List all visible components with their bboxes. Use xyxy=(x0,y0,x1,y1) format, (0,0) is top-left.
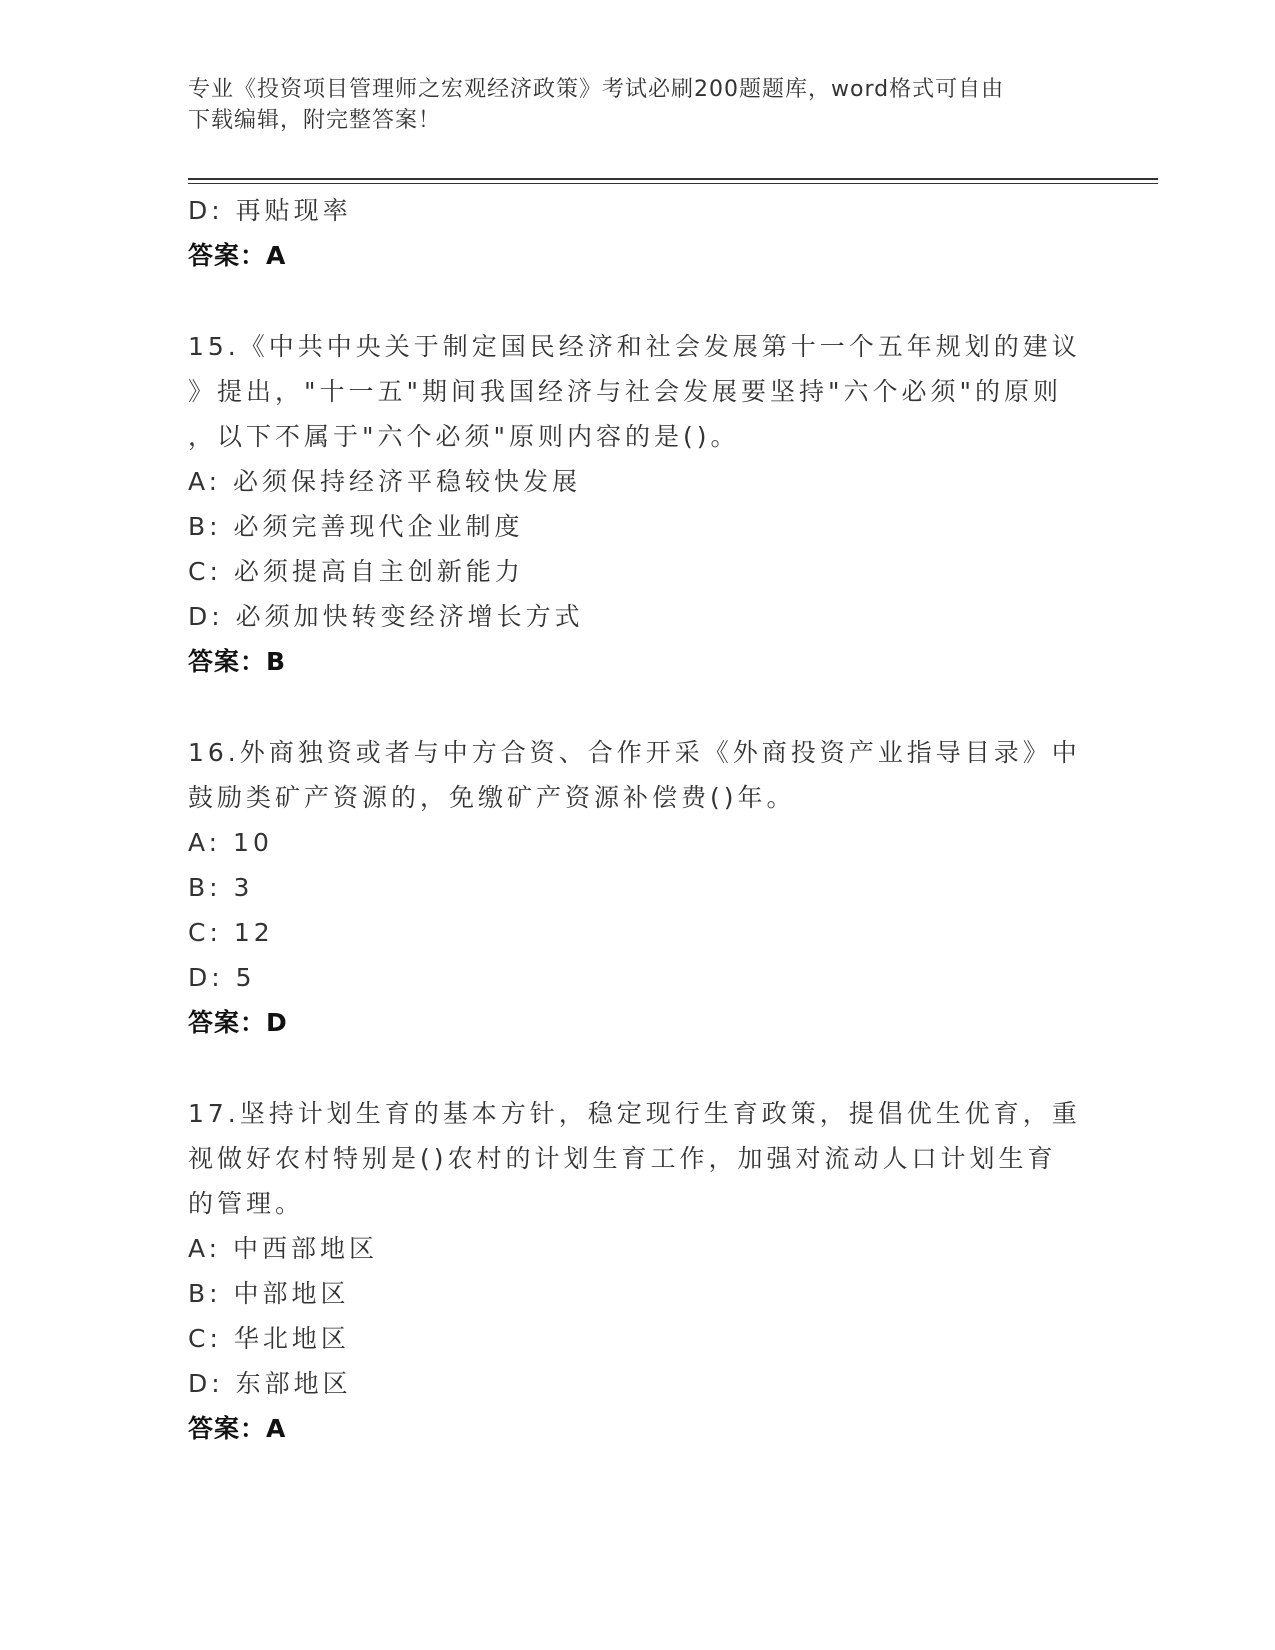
option-d: D: 东部地区 xyxy=(188,1369,352,1398)
header-rule-thick xyxy=(188,178,1158,180)
answer-line: 答案：A xyxy=(188,241,287,270)
question-text-line: 视做好农村特别是()农村的计划生育工作，加强对流动人口计划生育 xyxy=(188,1144,1057,1173)
option-c: C: 华北地区 xyxy=(188,1324,350,1353)
header-line-1: 专业《投资项目管理师之宏观经济政策》考试必刷200题题库，word格式可自由 xyxy=(188,77,1005,102)
question-text-line: 的管理。 xyxy=(188,1189,305,1218)
option-b: B: 中部地区 xyxy=(188,1279,350,1308)
option-d: D: 再贴现率 xyxy=(188,196,352,225)
question-text-line: 》提出，"十一五"期间我国经济与社会发展要坚持"六个必须"的原则 xyxy=(188,377,1062,406)
option-b: B: 3 xyxy=(188,873,254,902)
option-c: C: 12 xyxy=(188,918,274,947)
option-b: B: 必须完善现代企业制度 xyxy=(188,512,524,541)
answer-line: 答案：A xyxy=(188,1414,287,1443)
question-text-line: 16.外商独资或者与中方合资、合作开采《外商投资产业指导目录》中 xyxy=(188,738,1081,767)
question-text-line: ，以下不属于"六个必须"原则内容的是()。 xyxy=(188,422,740,451)
option-a: A: 10 xyxy=(188,828,273,857)
question-content xyxy=(188,188,1081,1451)
question-text-line: 鼓励类矿产资源的，免缴矿产资源补偿费()年。 xyxy=(188,783,796,812)
question-17 xyxy=(188,1091,1081,1451)
page-header xyxy=(188,74,1068,136)
question-16 xyxy=(188,730,1081,1045)
option-d: D: 5 xyxy=(188,963,256,992)
answer-line: 答案：D xyxy=(188,1008,288,1037)
question-text-line: 15.《中共中央关于制定国民经济和社会发展第十一个五年规划的建议 xyxy=(188,332,1081,361)
option-c: C: 必须提高自主创新能力 xyxy=(188,557,524,586)
option-a: A: 必须保持经济平稳较快发展 xyxy=(188,467,582,496)
question-text-line: 17.坚持计划生育的基本方针，稳定现行生育政策，提倡优生优育，重 xyxy=(188,1099,1081,1128)
option-d: D: 必须加快转变经济增长方式 xyxy=(188,602,584,631)
question-15 xyxy=(188,324,1081,684)
header-line-2: 下载编辑，附完整答案！ xyxy=(188,108,442,133)
answer-line: 答案：B xyxy=(188,647,287,676)
option-a: A: 中西部地区 xyxy=(188,1234,379,1263)
header-rule-thin xyxy=(188,183,1158,184)
